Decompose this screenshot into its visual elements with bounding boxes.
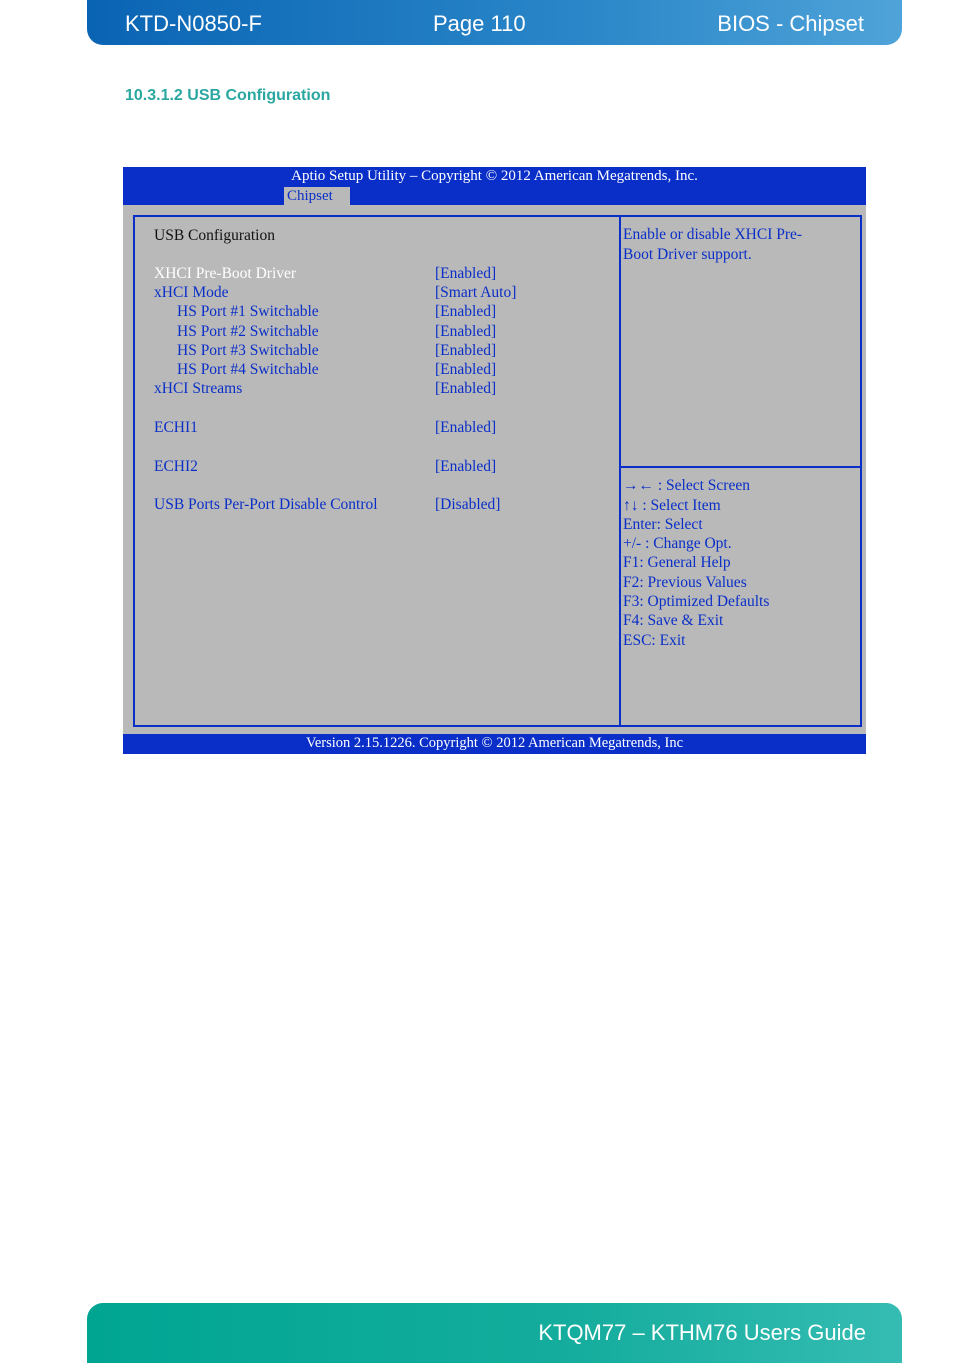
setting-label-hs-port-1[interactable]: HS Port #1 Switchable	[177, 303, 319, 320]
key-hint-select-screen: →← : Select Screen	[623, 477, 750, 494]
bios-title-bar	[123, 167, 866, 205]
panel-heading: USB Configuration	[154, 227, 275, 244]
header-chapter: BIOS - Chipset	[717, 11, 864, 36]
setting-label-hs-port-2[interactable]: HS Port #2 Switchable	[177, 323, 319, 340]
key-hint-f1: F1: General Help	[623, 554, 731, 571]
bios-version-bar	[123, 734, 866, 754]
help-text-line-2: Boot Driver support.	[623, 246, 752, 263]
bios-version: Version 2.15.1226. Copyright © 2012 American Megatrends, Inc	[305, 735, 684, 751]
setting-value-hs-port-4[interactable]: [Enabled]	[435, 361, 497, 378]
setting-label-echi1[interactable]: ECHI1	[154, 419, 198, 436]
header-page-number: Page 110	[433, 11, 526, 36]
key-hint-enter: Enter: Select	[623, 516, 703, 533]
key-hint-select-item: ↑↓ : Select Item	[623, 497, 721, 514]
setting-value-hs-port-2[interactable]: [Enabled]	[435, 323, 497, 340]
settings-panel	[133, 215, 621, 727]
setting-value-hs-port-3[interactable]: [Enabled]	[435, 342, 497, 359]
header-document-id: KTD-N0850-F	[125, 11, 262, 36]
page-header	[87, 0, 902, 45]
bios-screenshot	[123, 167, 866, 754]
key-hint-change: +/- : Change Opt.	[623, 535, 732, 552]
section-title: 10.3.1.2 USB Configuration	[125, 87, 331, 104]
setting-label-hs-port-3[interactable]: HS Port #3 Switchable	[177, 342, 319, 359]
help-divider	[621, 466, 860, 468]
page-footer	[87, 1303, 902, 1363]
bios-title: Aptio Setup Utility – Copyright © 2012 American Megatrends, Inc.	[291, 168, 698, 184]
key-hint-f3: F3: Optimized Defaults	[623, 593, 770, 610]
setting-label-xhci-streams[interactable]: xHCI Streams	[154, 380, 243, 397]
setting-label-xhci-preboot[interactable]: XHCI Pre-Boot Driver	[154, 265, 297, 282]
help-text-line-1: Enable or disable XHCI Pre-	[623, 226, 803, 243]
setting-value-echi1[interactable]: [Enabled]	[435, 419, 497, 436]
setting-value-echi2[interactable]: [Enabled]	[435, 458, 497, 475]
setting-value-xhci-streams[interactable]: [Enabled]	[435, 380, 497, 397]
help-panel	[619, 215, 862, 727]
footer-title: KTQM77 – KTHM76 Users Guide	[538, 1320, 866, 1345]
setting-label-echi2[interactable]: ECHI2	[154, 458, 198, 475]
setting-label-hs-port-4[interactable]: HS Port #4 Switchable	[177, 361, 319, 378]
setting-value-xhci-preboot[interactable]: [Enabled]	[435, 265, 497, 282]
setting-label-per-port-disable[interactable]: USB Ports Per-Port Disable Control	[154, 496, 378, 513]
tab-chipset[interactable]: Chipset	[284, 187, 350, 205]
setting-value-xhci-mode[interactable]: [Smart Auto]	[435, 284, 517, 301]
key-hint-f2: F2: Previous Values	[623, 574, 747, 591]
setting-label-xhci-mode[interactable]: xHCI Mode	[154, 284, 229, 301]
key-hint-f4: F4: Save & Exit	[623, 612, 724, 629]
key-hint-esc: ESC: Exit	[623, 632, 686, 649]
setting-value-hs-port-1[interactable]: [Enabled]	[435, 303, 497, 320]
setting-value-per-port-disable[interactable]: [Disabled]	[435, 496, 501, 513]
